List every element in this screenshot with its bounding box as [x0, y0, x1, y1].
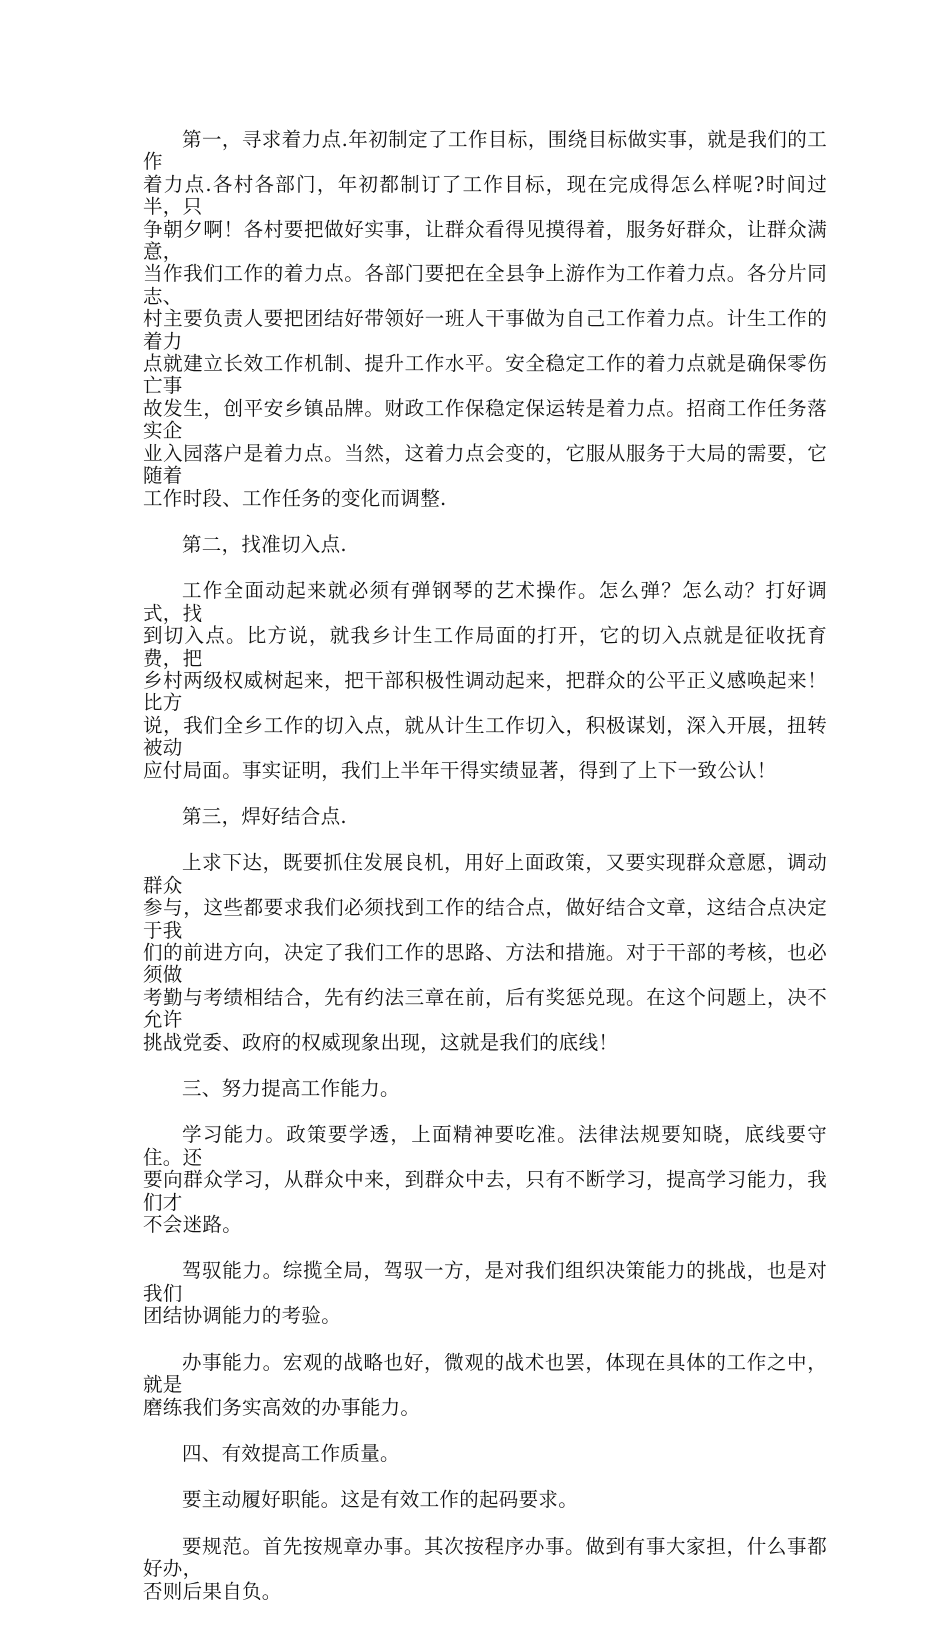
- text-line: 不会迷路。: [143, 1213, 243, 1237]
- text-line: 参与，这些都要求我们必须找到工作的结合点，做好结合文章，这结合点决定于我: [143, 896, 827, 942]
- document-page: [143, 129, 827, 1627]
- document-body: [143, 129, 827, 1603]
- text-line: 学习能力。政策要学透，上面精神要吃准。法律法规要知晓，底线要守住。还: [143, 1123, 827, 1169]
- text-line: 办事能力。宏观的战略也好，微观的战术也罢，体现在具体的工作之中，就是: [143, 1350, 827, 1397]
- text-line: 第一，寻求着力点.年初制定了工作目标，围绕目标做实事，就是我们的工作: [143, 128, 827, 174]
- text-line: 乡村两级权威树起来，把干部积极性调动起来，把群众的公平正义感唤起来！比方: [143, 668, 827, 715]
- text-line: 四、有效提高工作质量。: [182, 1441, 400, 1465]
- text-line: 争朝夕啊！各村要把做好实事，让群众看得见摸得着，服务好群众，让群众满意，: [143, 217, 827, 264]
- body-paragraph: [143, 580, 827, 782]
- text-line: 故发生，创平安乡镇品牌。财政工作保稳定保运转是着力点。招商工作任务落实企: [143, 396, 827, 443]
- body-paragraph: [143, 129, 827, 510]
- text-line: 第三，焊好结合点.: [182, 804, 347, 828]
- text-line: 说，我们全乡工作的切入点，就从计生工作切入，积极谋划，深入开展，扭转被动: [143, 713, 827, 760]
- text-line: 要规范。首先按规章办事。其次按程序办事。做到有事大家担，什么事都好办，: [143, 1534, 827, 1581]
- body-paragraph: [143, 852, 827, 1054]
- text-line: 第二，找准切入点.: [182, 532, 347, 556]
- text-line: 团结协调能力的考验。: [143, 1304, 342, 1328]
- body-paragraph: [143, 1260, 827, 1327]
- body-paragraph: [143, 1536, 827, 1603]
- section-heading: [143, 1443, 827, 1465]
- text-line: 上求下达，既要抓住发展良机，用好上面政策，又要实现群众意愿，调动群众: [143, 851, 827, 897]
- text-line: 三、努力提高工作能力。: [182, 1077, 400, 1101]
- text-line: 工作时段、工作任务的变化而调整.: [143, 486, 447, 510]
- text-line: 业入园落户是着力点。当然，这着力点会变的，它服从服务于大局的需要，它随着: [143, 441, 827, 488]
- section-heading: [143, 806, 827, 828]
- body-paragraph: [143, 1124, 827, 1236]
- text-line: 村主要负责人要把团结好带领好一班人干事做为自己工作着力点。计生工作的着力: [143, 307, 827, 353]
- text-line: 否则后果自负。: [143, 1579, 282, 1603]
- text-line: 当作我们工作的着力点。各部门要把在全县争上游作为工作着力点。各分片同志、: [143, 262, 827, 308]
- text-line: 挑战党委、政府的权威现象出现，这就是我们的底线！: [143, 1030, 619, 1054]
- text-line: 到切入点。比方说，就我乡计生工作局面的打开，它的切入点就是征收抚育费，把: [143, 624, 827, 670]
- text-line: 点就建立长效工作机制、提升工作水平。安全稳定工作的着力点就是确保零伤亡事: [143, 352, 827, 398]
- text-line: 工作全面动起来就必须有弹钢琴的艺术操作。怎么弹？怎么动？打好调式，找: [143, 579, 827, 625]
- section-heading: [143, 1489, 827, 1511]
- section-heading: [143, 534, 827, 556]
- text-line: 考勤与考绩相结合，先有约法三章在前，后有奖惩兑现。在这个问题上，决不允许: [143, 985, 827, 1032]
- text-line: 要向群众学习，从群众中来，到群众中去，只有不断学习，提高学习能力，我们才: [143, 1168, 827, 1214]
- text-line: 着力点.各村各部门，年初都制订了工作目标，现在完成得怎么样呢?时间过半，只: [143, 172, 827, 219]
- text-line: 们的前进方向，决定了我们工作的思路、方法和措施。对于干部的考核，也必须做: [143, 941, 827, 987]
- body-paragraph: [143, 1352, 827, 1419]
- text-line: 驾驭能力。综揽全局，驾驭一方，是对我们组织决策能力的挑战，也是对我们: [143, 1259, 827, 1305]
- section-heading: [143, 1078, 827, 1100]
- text-line: 应付局面。事实证明，我们上半年干得实绩显著，得到了上下一致公认！: [143, 758, 777, 782]
- text-line: 磨练我们务实高效的办事能力。: [143, 1395, 421, 1419]
- text-line: 要主动履好职能。这是有效工作的起码要求。: [182, 1488, 579, 1512]
